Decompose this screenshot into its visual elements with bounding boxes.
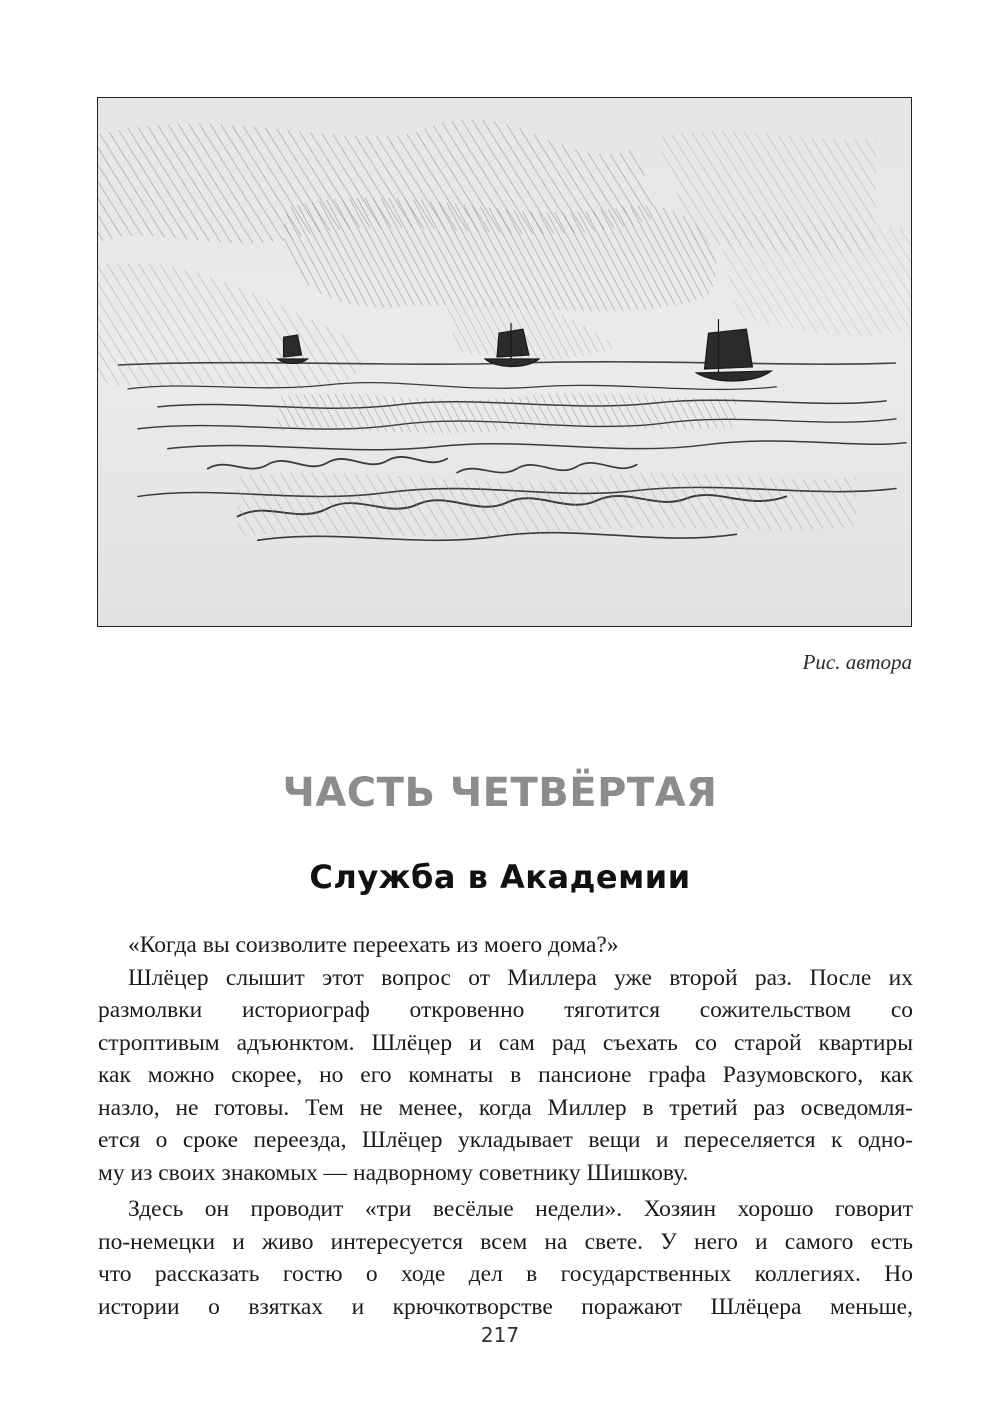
chapter-title: Служба в Академии <box>309 858 691 896</box>
text-line: по-немецки и живо интересуется всем на свете. У него и самого есть <box>98 1228 913 1255</box>
text-line: строптивым адъюнктом. Шлёцер и сам рад съехать со старой квартиры <box>98 1029 913 1056</box>
text-line: ется о сроке переезда, Шлёцер укладывает вещи и переселяется к одно- <box>98 1127 913 1153</box>
body-text <box>98 929 913 1323</box>
text-line: Шлёцер слышит этот вопрос от Миллера уже второй раз. После их <box>128 964 913 991</box>
figure-caption: Рис. автора <box>802 650 912 674</box>
sketch-illustration <box>97 97 912 627</box>
text-line: Здесь он проводит «три весёлые недели». Хозяин хорошо говорит <box>128 1196 913 1222</box>
text-line: как можно скорее, но его комнаты в пансионе графа Разумовского, как <box>98 1062 913 1088</box>
text-line: назло, не готовы. Тем не менее, когда Миллер в третий раз осведомля- <box>98 1094 913 1121</box>
text-line: му из своих знакомых — надворному советнику Шишкову. <box>98 1159 689 1186</box>
part-title: ЧАСТЬ ЧЕТВЁРТАЯ <box>282 770 718 816</box>
text-line: истории о взятках и крючкотворстве поражают Шлёцера меньше, <box>98 1293 913 1320</box>
text-line: что рассказать гостю о ходе дел в государственных коллегиях. Но <box>98 1261 913 1287</box>
text-line: размолвки историограф откровенно тяготится сожительством со <box>98 997 913 1023</box>
text-line: «Когда вы соизволите переехать из моего дома?» <box>128 932 619 958</box>
page-number: 217 <box>480 1323 520 1347</box>
